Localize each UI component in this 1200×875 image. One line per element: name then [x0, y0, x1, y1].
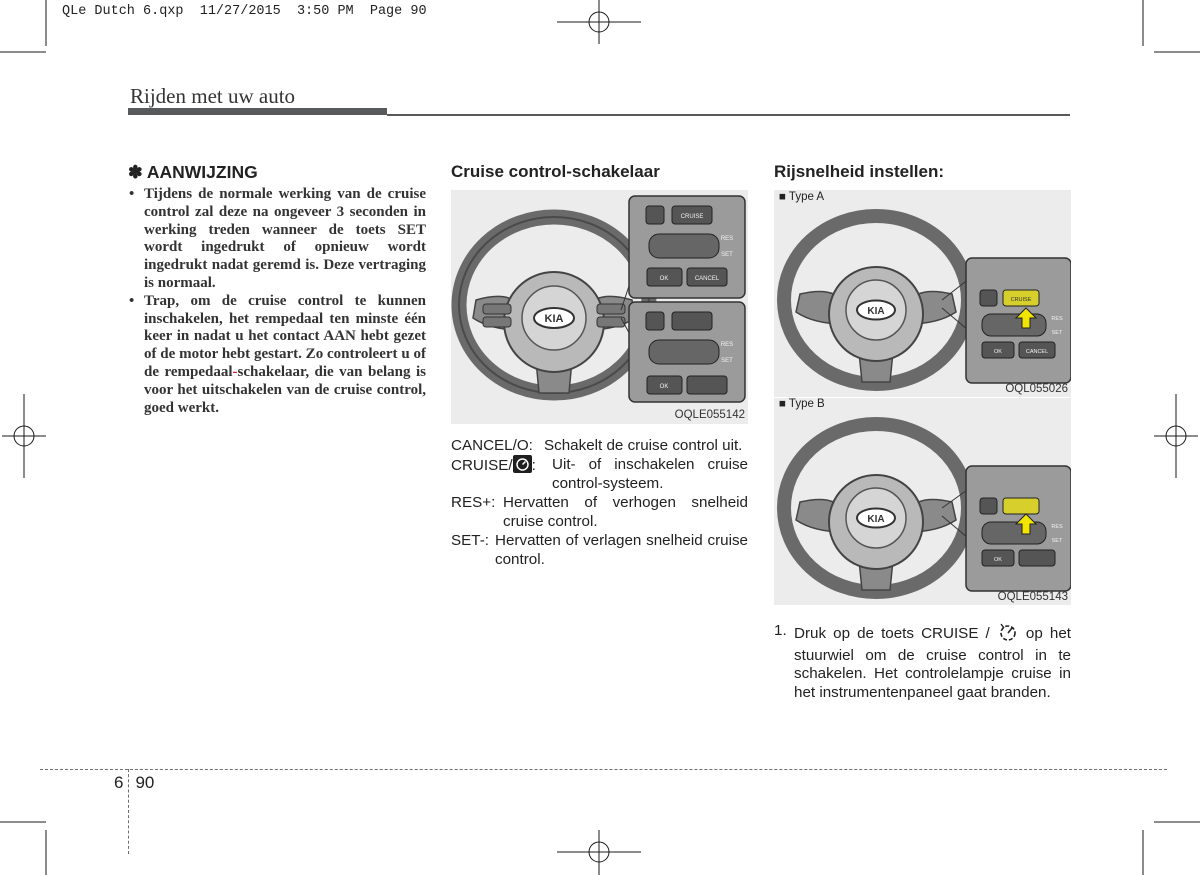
type-b-illustration: [774, 398, 1071, 605]
print-slug: QLe Dutch 6.qxp 11/27/2015 3:50 PM Page 90: [62, 4, 427, 19]
label-cancel: CANCEL: [694, 276, 720, 282]
label-res-bottom: RES: [720, 342, 734, 348]
set-speed-heading: Rijsnelheid instellen:: [774, 162, 945, 181]
note-bullet-2-text-b: schakelaar, die van belang is voor het uitschakelen van de cruise control, goed werkt.: [144, 363, 426, 416]
def-res: [451, 493, 748, 531]
page-number: [114, 773, 154, 793]
def-term-set: SET-:: [451, 532, 489, 549]
type-b-label-ok: OK: [994, 557, 1002, 563]
button-definitions: [451, 436, 748, 569]
header-rule-thin: [387, 114, 1070, 116]
brand-logo: KIA: [544, 313, 564, 325]
type-a-label-res: RES: [1051, 316, 1063, 322]
header-rule-thick: [128, 108, 387, 115]
type-a-label: ■ Type A: [779, 191, 825, 203]
step-1: [774, 622, 1071, 702]
label-set-bottom: SET: [721, 358, 733, 364]
page-number-value: 90: [135, 773, 155, 792]
figure-code: OQLE055142: [674, 409, 745, 421]
note-heading: ✽ AANWIJZING: [128, 162, 258, 182]
type-b-code: OQLE055143: [997, 591, 1068, 603]
cruise-switch-heading: Cruise control-schakelaar: [451, 162, 660, 181]
def-term-cancel: CANCEL/O:: [451, 437, 533, 454]
label-res-top: RES: [720, 236, 734, 242]
type-a-code: OQL055026: [1005, 383, 1068, 395]
type-b-label: ■ Type B: [779, 398, 825, 410]
type-b-label-res: RES: [1051, 524, 1063, 530]
type-a-label-set: SET: [1051, 330, 1063, 336]
note-bullet-2-text-a: Trap, om de cruise control te kunnen inschakelen, het rempedaal ten minste één keer in nadat u het contact AAN hebt gezet of de motor hebt gestart. Zo controleert u of de rempedaal: [144, 292, 426, 380]
chapter-number: 6: [114, 773, 124, 792]
def-set: [451, 531, 748, 569]
section-title: Rijden met uw auto: [130, 84, 296, 108]
note-bullet-1: • Tijdens de normale werking van de cruise control zal deze na ongeveer 3 seconden in werking treden wanneer de toets SET wordt ingedrukt of opnieuw wordt ingedrukt nadat geremd is. Deze vertraging is normaal.: [128, 186, 426, 293]
cruise-control-icon: [997, 622, 1019, 647]
type-a-label-cancel: CANCEL: [1025, 349, 1049, 355]
steering-wheel-illustration: [451, 190, 748, 424]
type-a-label-ok: OK: [994, 349, 1002, 355]
hyphen-mark: -: [232, 363, 238, 380]
label-cruise: CRUISE: [680, 214, 704, 220]
step-number: 1.: [774, 622, 787, 639]
label-ok-top: OK: [659, 276, 669, 282]
type-a-figure: [774, 190, 1071, 397]
def-desc-res: Hervatten of verhogen snelheid cruise control.: [503, 494, 748, 530]
cruise-control-icon: [513, 455, 532, 473]
footer-rule: [40, 769, 1167, 770]
def-term-res: RES+:: [451, 494, 496, 511]
def-term-cruise: CRUISE/: [451, 457, 513, 474]
def-cruise: CRUISE/ : Uit- of inschakelen cruise control-systeem.: [451, 456, 748, 492]
type-a-label-cruise: CRUISE: [1010, 297, 1032, 303]
steering-wheel-figure: [451, 190, 748, 424]
step-text-b: op het stuurwiel om de cruise control in te schakelen. Het controlelampje cruise in het instrumentenpaneel gaat branden.: [794, 625, 1071, 701]
note-bullet-2: [128, 293, 426, 418]
def-desc-cruise: Uit- of inschakelen cruise control-systeem.: [552, 456, 748, 492]
def-desc-set: Hervatten of verlagen snelheid cruise control.: [495, 532, 748, 568]
type-b-label-set: SET: [1051, 538, 1063, 544]
type-a-illustration: [774, 190, 1071, 397]
note-list: [128, 186, 426, 417]
def-cancel: [451, 436, 748, 455]
step-text-a: Druk op de toets CRUISE /: [794, 625, 990, 642]
label-ok-bottom: OK: [659, 384, 669, 390]
type-b-figure: [774, 398, 1071, 605]
def-desc-cancel: Schakelt de cruise control uit.: [544, 437, 743, 454]
label-set-top: SET: [721, 252, 733, 258]
type-b-brand-logo: KIA: [867, 514, 885, 525]
type-a-brand-logo: KIA: [867, 306, 885, 317]
